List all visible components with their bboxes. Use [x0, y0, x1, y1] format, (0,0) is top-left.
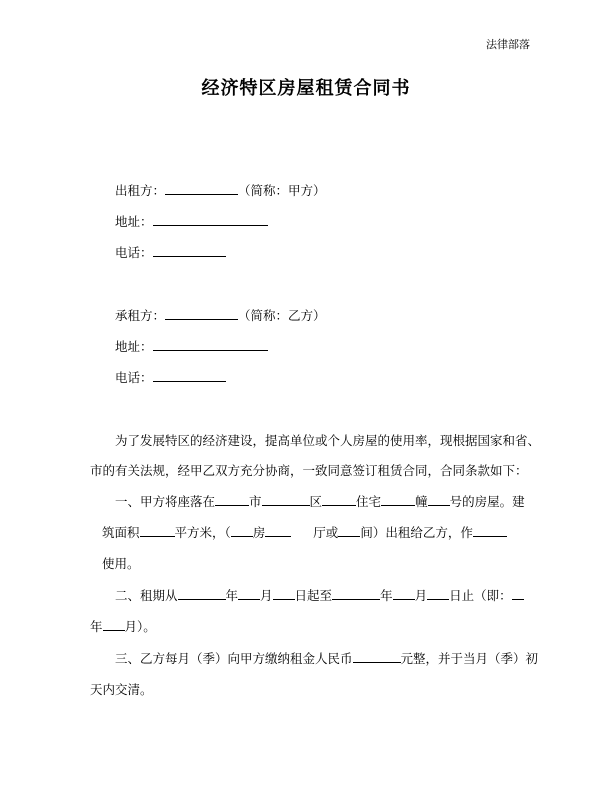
lessee-address-label: 地址： — [115, 339, 153, 354]
lessor-phone-label: 电话： — [115, 245, 153, 260]
clause-3-text: 三、乙方每月（季）向甲方缴纳租金人民币 — [115, 651, 353, 666]
clause-2-text: 月 — [260, 588, 273, 603]
end-day-blank[interactable] — [427, 586, 449, 600]
lessee-address-blank[interactable] — [153, 337, 268, 351]
term-months-blank[interactable] — [103, 617, 125, 631]
start-day-blank[interactable] — [273, 586, 295, 600]
lessee-address-line — [115, 337, 268, 355]
clause-1-line-3: 使用。 — [102, 556, 140, 571]
clause-1-text: 市 — [249, 494, 262, 509]
building-blank[interactable] — [381, 492, 415, 506]
clause-3-line-2: 天内交清。 — [90, 682, 153, 697]
start-year-blank[interactable] — [178, 586, 226, 600]
clause-2-text: 年 — [225, 588, 239, 603]
lessee-label: 承租方： — [115, 308, 166, 323]
end-month-blank[interactable] — [393, 586, 415, 600]
clause-2-text: 日起至 — [294, 588, 333, 603]
lessee-phone-blank[interactable] — [153, 368, 226, 382]
clause-1-text: 一、甲方将座落在 — [115, 494, 216, 509]
header-tag: 法律部落 — [486, 38, 530, 51]
area-blank[interactable] — [140, 523, 175, 537]
clause-1-text: 住宅 — [356, 494, 382, 509]
preamble-line-2: 市的有关法规，经甲乙双方充分协商，一致同意签订租赁合同，合同条款如下： — [90, 463, 528, 478]
clause-2-line-1 — [115, 586, 524, 604]
document-title: 经济特区房屋租赁合同书 — [201, 78, 411, 99]
lessor-phone-line — [115, 243, 226, 261]
lessor-address-line — [115, 212, 268, 230]
rooms-blank[interactable] — [231, 523, 253, 537]
clause-3-line-1 — [115, 649, 538, 667]
unit-number-blank[interactable] — [428, 492, 450, 506]
lessor-alias: （简称：甲方） — [238, 183, 326, 198]
clause-1-text: 厅或 — [313, 525, 339, 540]
clause-2-text: 年 — [90, 619, 103, 634]
clause-2-text: 月 — [414, 588, 428, 603]
clause-1-text: 区 — [309, 494, 323, 509]
clause-3-text: 元整，并于当月（季）初 — [400, 651, 539, 666]
clause-2-text: 月）。 — [124, 619, 156, 634]
term-years-blank[interactable] — [512, 586, 524, 600]
clause-2-text: 日止（即： — [449, 588, 512, 603]
lessee-name-blank[interactable] — [165, 306, 238, 320]
clause-1-text: 房 — [252, 525, 266, 540]
end-year-blank[interactable] — [332, 586, 380, 600]
lessor-address-label: 地址： — [115, 214, 153, 229]
lessor-name-blank[interactable] — [165, 181, 238, 195]
lessor-line — [115, 181, 326, 199]
clause-2-text: 二、租期从 — [115, 588, 178, 603]
clause-1-text: 间）出租给乙方，作 — [360, 525, 473, 540]
lessor-phone-blank[interactable] — [153, 243, 226, 257]
clause-1-text: 号的房屋。建 — [449, 494, 525, 509]
lessor-address-blank[interactable] — [153, 212, 268, 226]
start-month-blank[interactable] — [238, 586, 260, 600]
lessee-phone-label: 电话： — [115, 370, 153, 385]
clause-1-text: 筑面积 — [102, 525, 140, 540]
rent-amount-blank[interactable] — [353, 649, 401, 663]
usage-blank[interactable] — [473, 523, 507, 537]
room-count-blank[interactable] — [338, 523, 360, 537]
clause-1-line-1 — [115, 492, 525, 510]
lessee-line — [115, 306, 326, 324]
city-blank[interactable] — [215, 492, 249, 506]
clause-2-line-2 — [90, 617, 156, 635]
clause-2-text: 年 — [380, 588, 393, 603]
lessee-phone-line — [115, 368, 226, 386]
halls-blank[interactable] — [265, 523, 291, 537]
clause-1-text: 平方米，（ — [174, 525, 231, 540]
preamble-line-1: 为了发展特区的经济建设，提高单位或个人房屋的使用率，现根据国家和省、 — [115, 433, 541, 448]
clause-1-text: 幢 — [415, 494, 428, 509]
clause-1-line-2 — [102, 523, 507, 541]
district-blank[interactable] — [262, 492, 310, 506]
lessee-alias: （简称：乙方） — [238, 308, 326, 323]
lessor-label: 出租方： — [115, 183, 166, 198]
residence-blank[interactable] — [322, 492, 356, 506]
